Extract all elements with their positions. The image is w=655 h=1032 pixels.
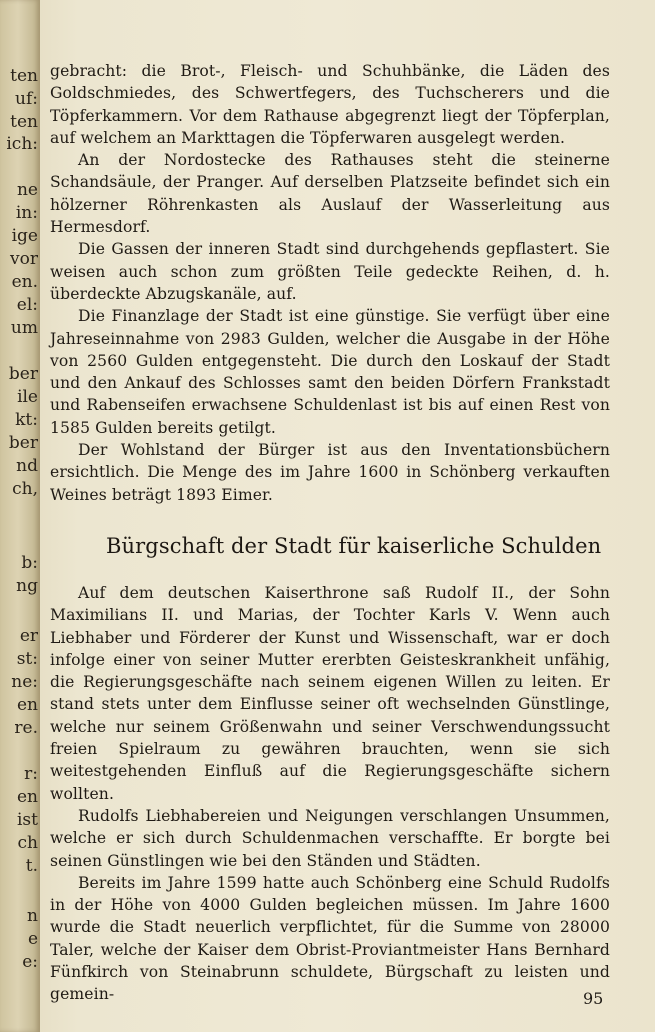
margin-fragment: en. — [11, 272, 38, 292]
margin-fragment: uf: — [15, 89, 38, 109]
margin-fragment: vor — [10, 249, 38, 269]
margin-fragment: ber — [8, 364, 38, 384]
margin-fragment: en — [16, 787, 38, 807]
margin-fragment: ne — [16, 180, 38, 200]
paragraph: Die Finanzlage der Stadt ist eine günstige. Sie verfügt über eine Jahreseinnahme von 2983 Gulden, welcher die Ausgabe in der Höhe von 2560 Gulden entgegensteht. Die durch den Loskauf der Stadt und den Ankauf des Schlosses samt den beiden Dörfern Frankstadt und Rabenseifen erwachsene Schuldenlast ist bis auf einen Rest von 1585 Gulden bereits getilgt. — [50, 307, 610, 437]
paragraph: An der Nordostecke des Rathauses steht die steinerne Schandsäule, der Pranger. Auf derselben Platzseite befindet sich ein hölzerner Röhrenkasten als Auslauf der Wasserleitung aus Hermesdorf. — [50, 151, 610, 237]
margin-fragment: e: — [22, 952, 38, 972]
margin-fragment: ile — [17, 387, 38, 407]
margin-fragment: st: — [16, 649, 38, 669]
margin-fragment: ch, — [12, 479, 38, 499]
margin-fragment: b: — [21, 553, 38, 573]
margin-fragment: ist — [17, 810, 38, 830]
margin-fragment: ng — [16, 576, 38, 596]
paragraph: Rudolfs Liebhabereien und Neigungen verschlangen Unsummen, welche er sich durch Schuldenmachen verschaffte. Er borgte bei seinen Günstlingen wie bei den Ständen und Städten. — [50, 806, 610, 870]
margin-fragment: ige — [11, 226, 38, 246]
section-heading: Bürgschaft der Stadt für kaiserliche Schulden — [106, 533, 602, 558]
margin-fragment: ten — [10, 66, 38, 86]
margin-fragment: el: — [16, 295, 38, 315]
margin-fragment: kt: — [15, 410, 38, 430]
margin-fragment: en — [16, 695, 38, 715]
margin-fragment: ne: — [11, 672, 38, 692]
margin-fragment: ten — [10, 112, 38, 132]
margin-fragment: ich: — [6, 134, 38, 154]
margin-fragment: n — [27, 906, 38, 926]
margin-fragment: ber — [8, 433, 38, 453]
paragraph: Der Wohlstand der Bürger ist aus den Inventationsbüchern ersichtlich. Die Menge des im Jahre 1600 in Schönberg verkauften Weines beträgt 1893 Eimer. — [50, 441, 610, 504]
previous-page-edge — [0, 0, 40, 1032]
body-text — [50, 60, 610, 1006]
paragraph: Bereits im Jahre 1599 hatte auch Schönberg eine Schuld Rudolfs in der Höhe von 4000 Gulden begleichen müssen. Im Jahre 1600 wurde die Stadt neuerlich verpflichtet, für die Summe von 28000 Taler, welche der Kaiser dem Obrist-Proviantmeister Hans Bernhard Fünfkirch von Steinabrunn schuldete, Bürgschaft zu leisten und gemein- — [50, 873, 610, 1004]
margin-fragment: um — [10, 318, 38, 338]
page-number: 95 — [583, 989, 604, 1008]
margin-fragment: in: — [15, 203, 38, 223]
margin-fragment: r: — [24, 764, 38, 784]
margin-fragment: nd — [16, 456, 38, 476]
margin-fragment: ch — [17, 833, 38, 853]
margin-fragment: e — [27, 929, 38, 949]
margin-fragment: er — [19, 626, 38, 646]
paragraph: Die Gassen der inneren Stadt sind durchgehends gepflastert. Sie weisen auch schon zum größten Teile gedeckte Reihen, d. h. überdeckte Abzugskanäle, auf. — [50, 240, 610, 303]
paragraph: gebracht: die Brot-, Fleisch- und Schuhbänke, die Läden des Goldschmiedes, des Schwertfegers, des Tuchscherers und die Töpferkammern. Vor dem Rathause abgegrenzt liegt der Töpferplan, auf welchem an Markttagen die Töpferwaren ausgelegt werden. — [50, 62, 610, 147]
margin-fragment: re. — [14, 718, 38, 738]
margin-fragment: t. — [25, 856, 38, 876]
paragraph: Auf dem deutschen Kaiserthrone saß Rudolf II., der Sohn Maximilians II. und Marias, der Tochter Karls V. Wenn auch Liebhaber und Förderer der Kunst und Wissenschaft, war er doch infolge einer von seiner Mutter ererbten Geisteskrankheit unfähig, die Regierungsgeschäfte nach seinem eigenen Willen zu leiten. Er stand stets unter dem Einflusse seiner oft wechselnden Günstlinge, welche nur seinem Größenwahn und seiner Verschwendungssucht freien Spielraum zu gewähren brauchten, wenn sie sich weitestgehenden Einfluß auf die Regierungsgeschäfte sichern wollten. — [50, 583, 610, 803]
